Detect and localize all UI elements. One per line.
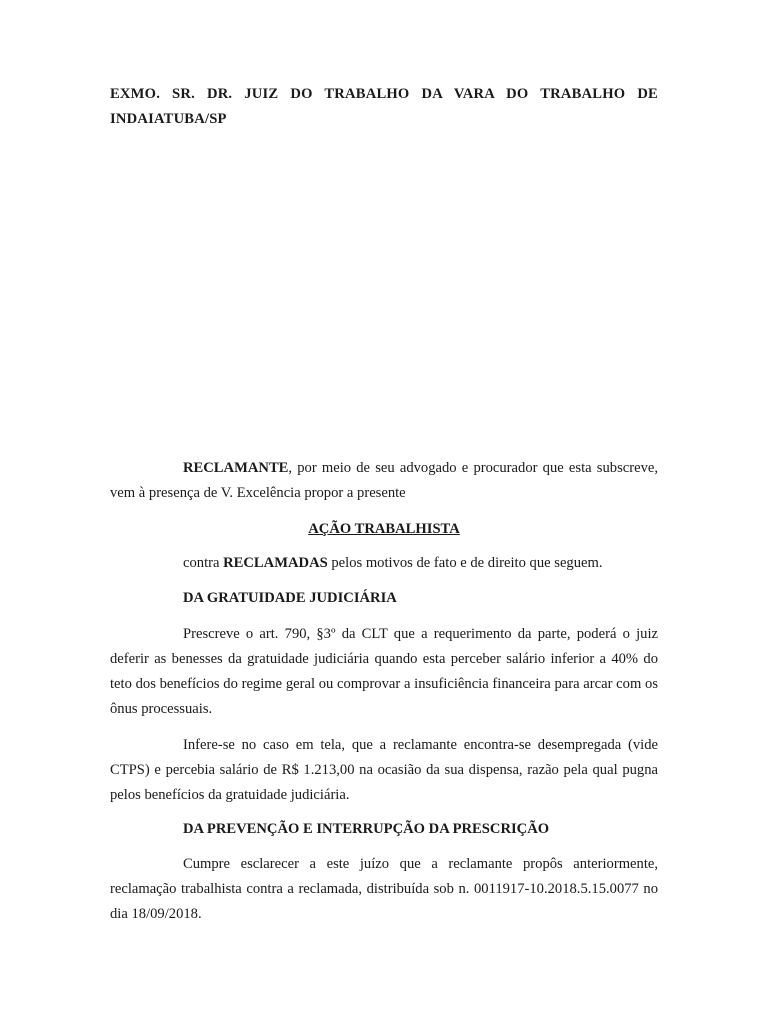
section-heading-gratuidade: DA GRATUIDADE JUDICIÁRIA xyxy=(183,590,397,606)
addressee-line-2: INDAIATUBA/SP xyxy=(110,111,227,127)
against-paragraph xyxy=(110,551,658,576)
action-title xyxy=(110,517,658,542)
plaintiff-label: RECLAMANTE xyxy=(183,460,289,476)
intro-text: , por meio de seu advogado e procurador que esta subscreve, vem à presença de V. Excelência propor a presente xyxy=(110,460,658,501)
prescricao-paragraph-1: Cumpre esclarecer a este juízo que a reclamante propôs anteriormente, reclamação trabalhista contra a reclamada, distribuída sob n. 0011917-10.2018.5.15.0077 no dia 18/09/2018. xyxy=(110,856,658,922)
addressee-header xyxy=(110,82,658,132)
against-prefix: contra xyxy=(183,555,224,571)
defendants-label: RECLAMADAS xyxy=(223,555,328,571)
section-heading-prescricao: DA PREVENÇÃO E INTERRUPÇÃO DA PRESCRIÇÃO xyxy=(183,821,550,837)
against-suffix: pelos motivos de fato e de direito que seguem. xyxy=(327,555,603,571)
addressee-line-1: EXMO. SR. DR. JUIZ DO TRABALHO DA VARA DO TRABALHO DE xyxy=(110,86,658,102)
action-title-text: AÇÃO TRABALHISTA xyxy=(308,521,460,537)
gratuidade-paragraph-1: Prescreve o art. 790, §3º da CLT que a requerimento da parte, poderá o juiz deferir as benesses da gratuidade judiciária quando esta perceber salário inferior a 40% do teto dos benefícios do regime geral ou comprovar a insuficiência financeira para arcar com os ônus processuais. xyxy=(110,626,658,717)
intro-paragraph xyxy=(110,456,658,506)
gratuidade-paragraph-2: Infere-se no caso em tela, que a reclamante encontra-se desempregada (vide CTPS) e percebia salário de R$ 1.213,00 na ocasião da sua dispensa, razão pela qual pugna pelos benefícios da gratuidade judiciária. xyxy=(110,737,658,803)
